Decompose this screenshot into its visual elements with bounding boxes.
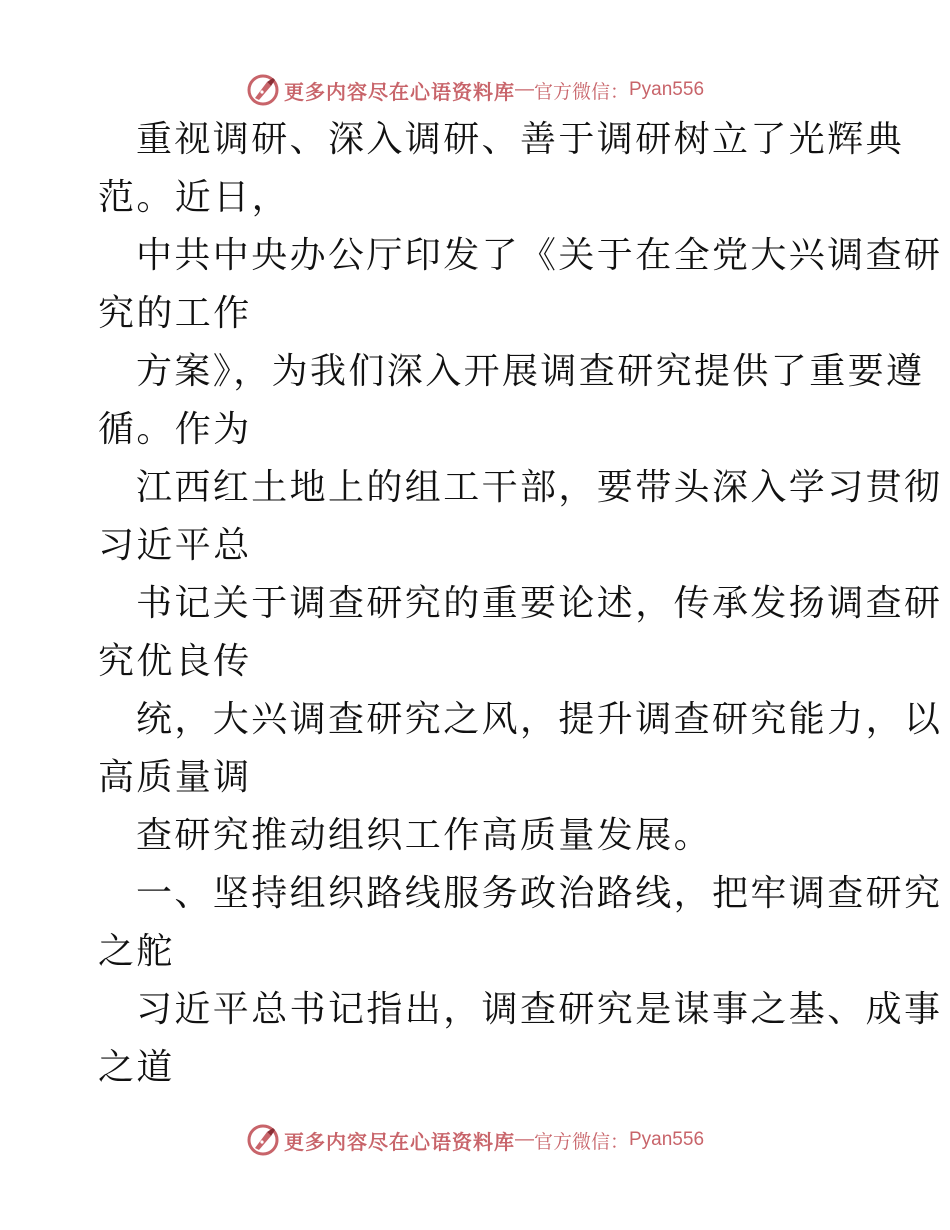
pen-nib-logo-icon <box>246 73 280 107</box>
banner-wechat-account: Pyan556 <box>629 79 705 100</box>
banner-wechat-label: 官方微信： <box>533 1130 629 1153</box>
banner-brand-text: 更多内容尽在心语资料库 <box>283 79 515 104</box>
banner-separator: — <box>514 1129 534 1150</box>
body-line: 范。近日， <box>98 177 291 218</box>
footer-banner <box>0 1120 950 1160</box>
section-heading-line: 一、坚持组织路线服务政治路线，把牢调查研究 <box>136 873 943 914</box>
body-line: 习近平总 <box>98 525 252 566</box>
body-line: 高质量调 <box>98 757 252 798</box>
banner-wechat-account: Pyan556 <box>629 1129 705 1150</box>
body-line: 循。作为 <box>98 409 252 450</box>
body-line: 书记关于调查研究的重要论述，传承发扬调查研 <box>136 583 943 624</box>
body-line: 习近平总书记指出，调查研究是谋事之基、成事 <box>136 989 943 1030</box>
body-line: 江西红土地上的组工干部，要带头深入学习贯彻 <box>136 467 943 508</box>
banner-separator: — <box>514 79 534 100</box>
body-line: 之道 <box>98 1047 175 1088</box>
body-line: 究优良传 <box>98 641 252 682</box>
body-line: 重视调研、深入调研、善于调研树立了光辉典 <box>136 119 905 160</box>
header-banner <box>0 70 950 110</box>
document-body <box>98 119 943 1108</box>
banner-brand-text: 更多内容尽在心语资料库 <box>283 1129 515 1154</box>
body-line: 究的工作 <box>98 293 252 334</box>
body-line: 查研究推动组织工作高质量发展。 <box>136 815 713 856</box>
banner-wechat-label: 官方微信： <box>533 80 629 103</box>
body-line: 方案》，为我们深入开展调查研究提供了重要遵 <box>136 351 925 392</box>
pen-nib-logo-icon <box>246 1123 280 1157</box>
section-heading-line: 之舵 <box>98 931 175 972</box>
body-line: 中共中央办公厅印发了《关于在全党大兴调查研 <box>136 235 943 276</box>
body-line: 统，大兴调查研究之风，提升调查研究能力，以 <box>136 699 943 740</box>
